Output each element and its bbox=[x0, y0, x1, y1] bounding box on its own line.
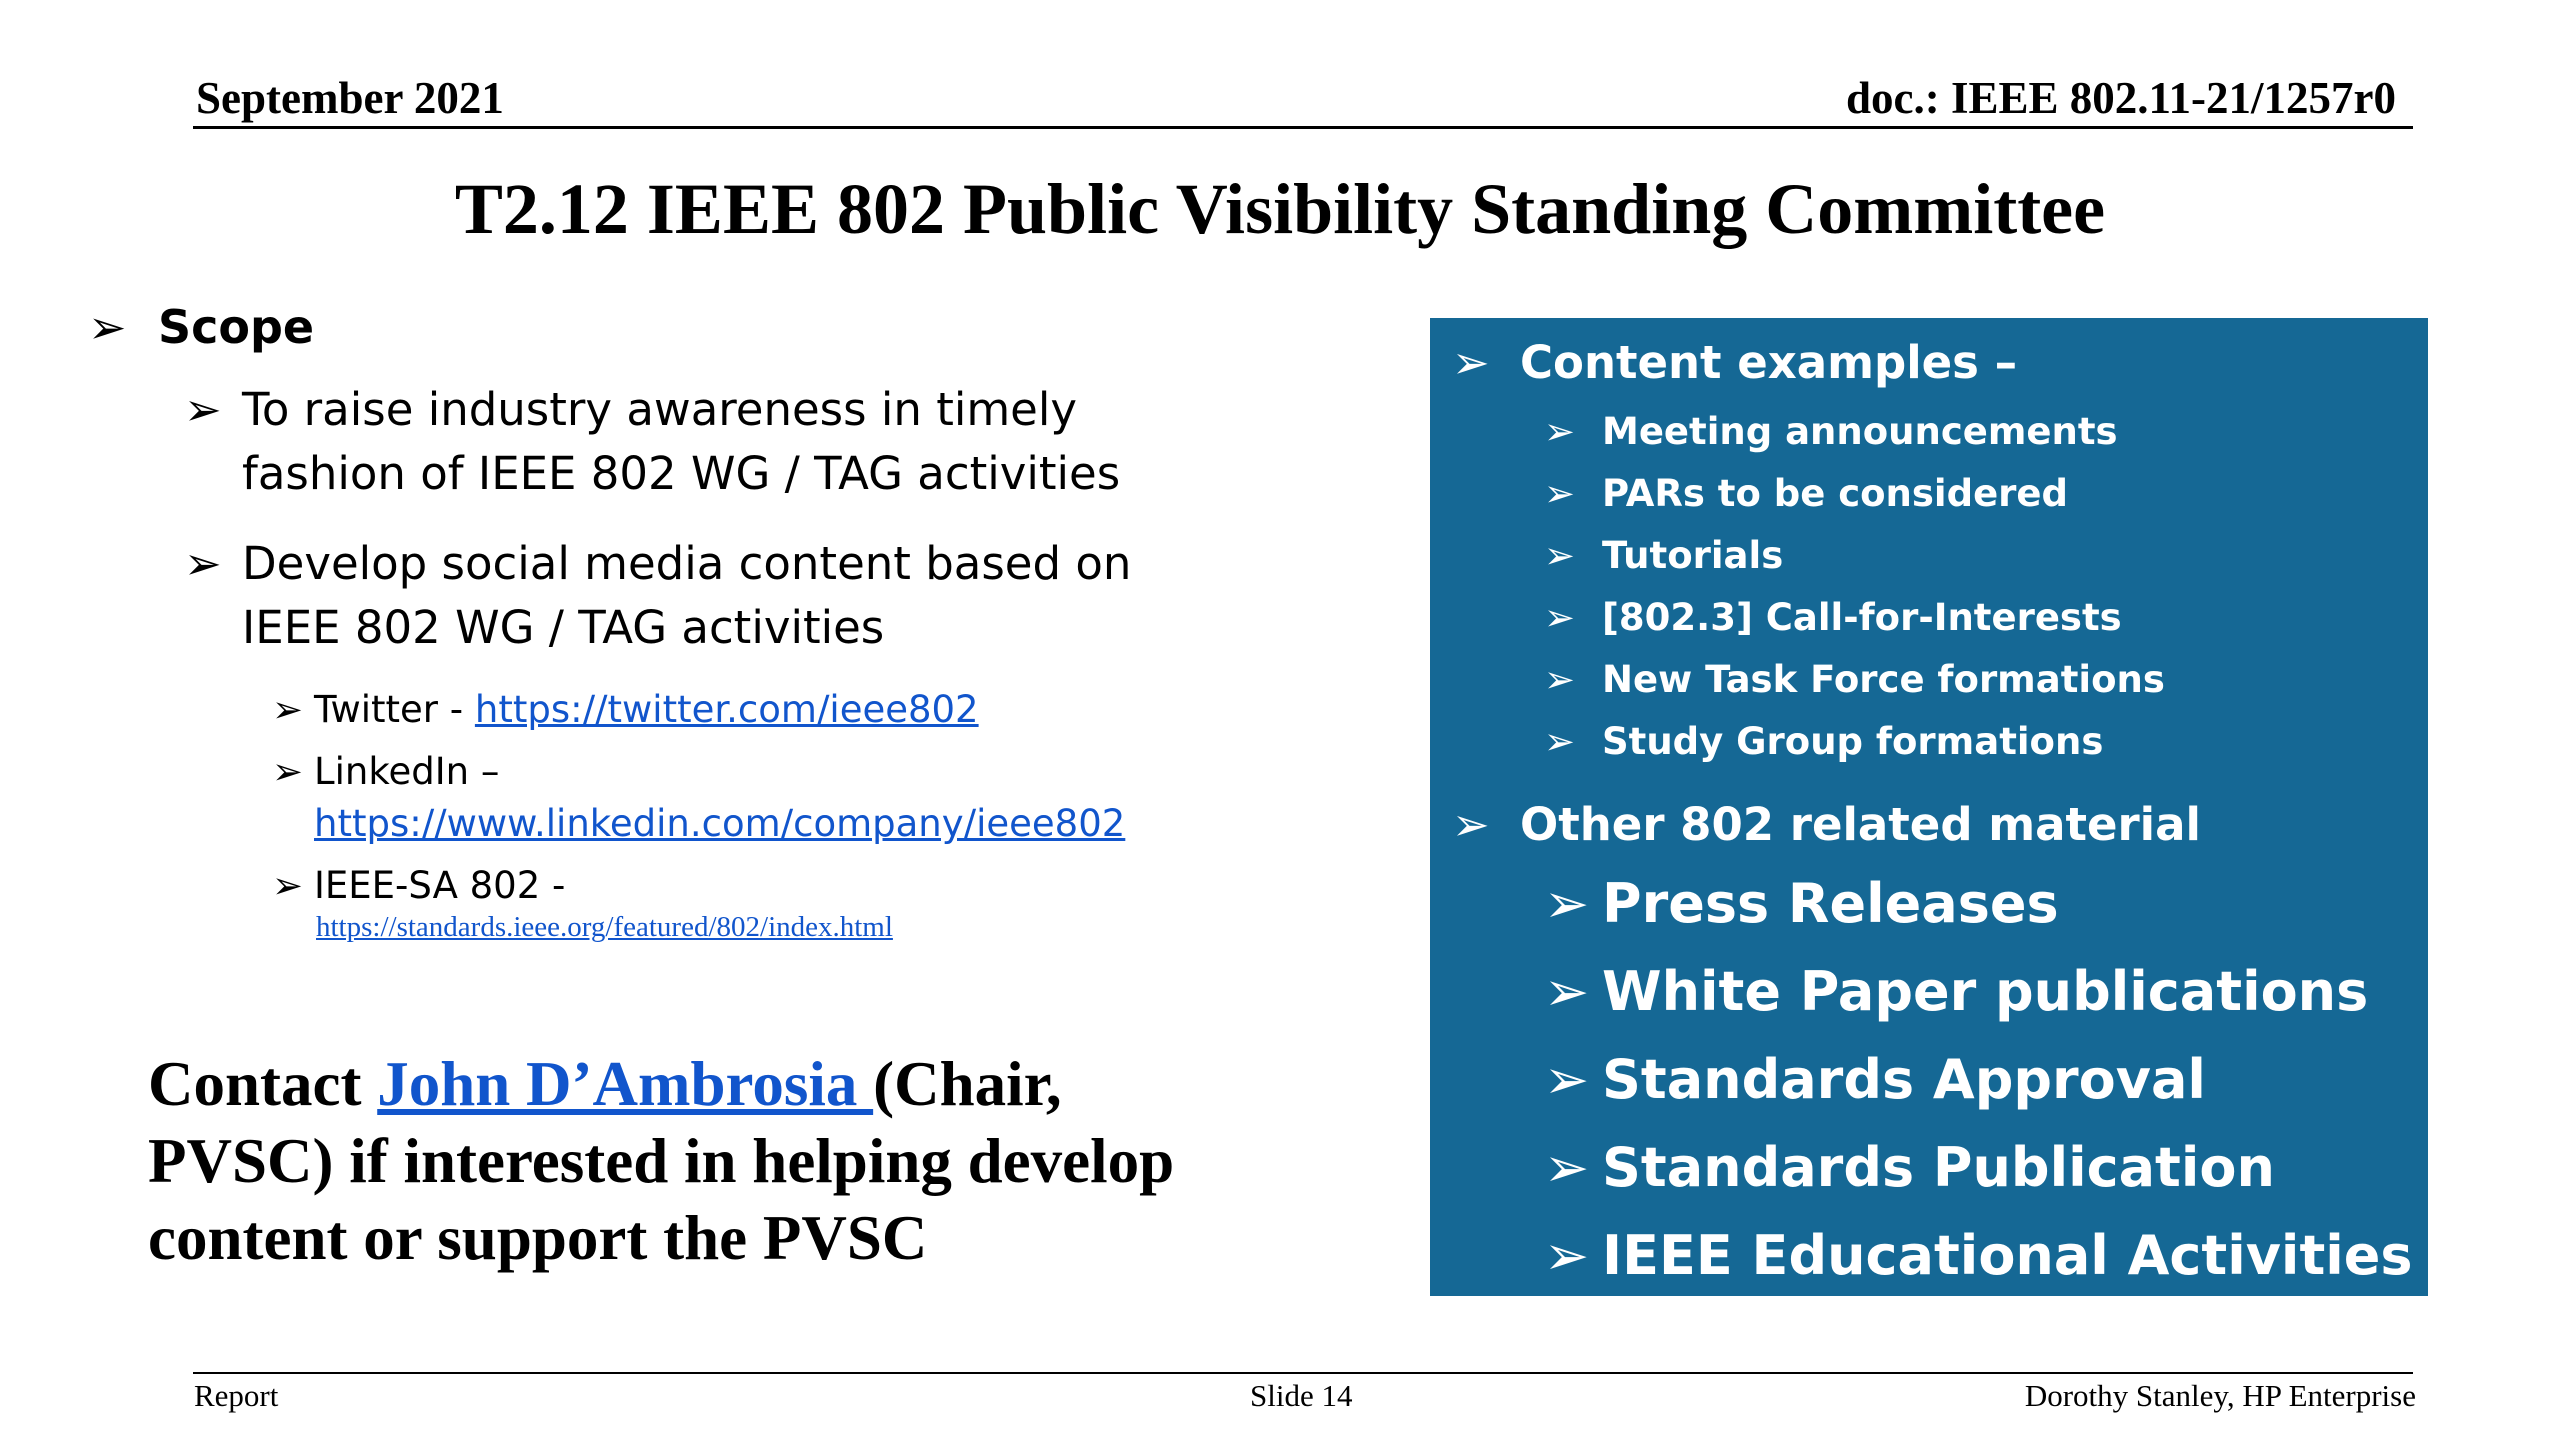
twitter-label: Twitter - bbox=[314, 688, 475, 731]
linkedin-link[interactable]: https://www.linkedin.com/company/ieee802 bbox=[314, 802, 1126, 845]
arrow-bullet-icon: ➢ bbox=[1544, 596, 1576, 639]
arrow-bullet-icon: ➢ bbox=[1544, 410, 1576, 453]
scope-item-line1: To raise industry awareness in timely bbox=[242, 383, 1078, 436]
content-examples-heading-text: Content examples – bbox=[1520, 336, 2018, 389]
social-twitter-text bbox=[314, 684, 979, 736]
arrow-bullet-icon: ➢ bbox=[1544, 534, 1576, 577]
arrow-bullet-icon: ➢ bbox=[1544, 720, 1576, 763]
contact-suffix: (Chair, bbox=[873, 1049, 1062, 1119]
other-item-text: Press Releases bbox=[1602, 872, 2059, 935]
arrow-bullet-icon: ➢ bbox=[1544, 472, 1576, 515]
header-divider bbox=[193, 126, 2413, 129]
arrow-bullet-icon: ➢ bbox=[1544, 872, 1590, 935]
contact-name-link[interactable]: John D’Ambrosia bbox=[377, 1049, 874, 1119]
header-date: September 2021 bbox=[196, 73, 504, 123]
contact-note bbox=[148, 1046, 1298, 1277]
content-item-text: New Task Force formations bbox=[1602, 658, 2165, 701]
footer-slide-number: Slide 14 bbox=[1250, 1378, 1353, 1413]
footer-report: Report bbox=[194, 1378, 279, 1413]
arrow-bullet-icon: ➢ bbox=[184, 383, 222, 436]
arrow-bullet-icon: ➢ bbox=[1544, 1048, 1590, 1111]
arrow-bullet-icon: ➢ bbox=[1544, 658, 1576, 701]
other-item-text: Standards Publication bbox=[1602, 1136, 2275, 1199]
footer-author: Dorothy Stanley, HP Enterprise bbox=[2024, 1378, 2416, 1413]
arrow-bullet-icon: ➢ bbox=[88, 300, 127, 354]
content-item-text: Tutorials bbox=[1602, 534, 1784, 577]
scope-item-line2: IEEE 802 WG / TAG activities bbox=[242, 601, 885, 654]
content-item-text: Study Group formations bbox=[1602, 720, 2104, 763]
footer-divider bbox=[193, 1372, 2413, 1374]
arrow-bullet-icon: ➢ bbox=[184, 537, 222, 590]
arrow-bullet-icon: ➢ bbox=[1544, 1136, 1590, 1199]
ieeesa-label: IEEE-SA 802 - bbox=[314, 864, 566, 907]
other-item-text: IEEE Educational Activities bbox=[1602, 1224, 2413, 1287]
scope-item-line1: Develop social media content based on bbox=[242, 537, 1132, 590]
other-item-text: White Paper publications bbox=[1602, 960, 2369, 1023]
other-item-text: Standards Approval bbox=[1602, 1048, 2206, 1111]
contact-prefix: Contact bbox=[148, 1049, 378, 1119]
arrow-bullet-icon: ➢ bbox=[272, 864, 304, 907]
arrow-bullet-icon: ➢ bbox=[1452, 798, 1490, 851]
scope-item-line bbox=[242, 378, 1120, 506]
content-item-text: PARs to be considered bbox=[1602, 472, 2069, 515]
scope-item-line2: fashion of IEEE 802 WG / TAG activities bbox=[242, 447, 1121, 500]
arrow-bullet-icon: ➢ bbox=[1544, 960, 1590, 1023]
content-examples-box bbox=[1430, 318, 2428, 1296]
content-item-text: [802.3] Call-for-Interests bbox=[1602, 596, 2122, 639]
arrow-bullet-icon: ➢ bbox=[1544, 1224, 1590, 1287]
contact-line3: content or support the PVSC bbox=[148, 1203, 928, 1273]
linkedin-label: LinkedIn – bbox=[314, 750, 500, 793]
scope-item-line bbox=[242, 532, 1131, 660]
ieeesa-link[interactable]: https://standards.ieee.org/featured/802/index.html bbox=[316, 911, 893, 943]
contact-line2: PVSC) if interested in helping develop bbox=[148, 1126, 1175, 1196]
arrow-bullet-icon: ➢ bbox=[272, 688, 304, 731]
twitter-link[interactable]: https://twitter.com/ieee802 bbox=[474, 688, 979, 731]
arrow-bullet-icon: ➢ bbox=[1452, 336, 1490, 389]
slide-title: T2.12 IEEE 802 Public Visibility Standing Committee bbox=[454, 169, 2106, 249]
scope-heading: Scope bbox=[158, 300, 315, 354]
content-item-text: Meeting announcements bbox=[1602, 410, 2118, 453]
arrow-bullet-icon: ➢ bbox=[272, 750, 304, 793]
header-doc-id: doc.: IEEE 802.11-21/1257r0 bbox=[1845, 73, 2396, 123]
other-material-heading-text: Other 802 related material bbox=[1520, 798, 2201, 851]
social-linkedin-text bbox=[314, 746, 1125, 850]
